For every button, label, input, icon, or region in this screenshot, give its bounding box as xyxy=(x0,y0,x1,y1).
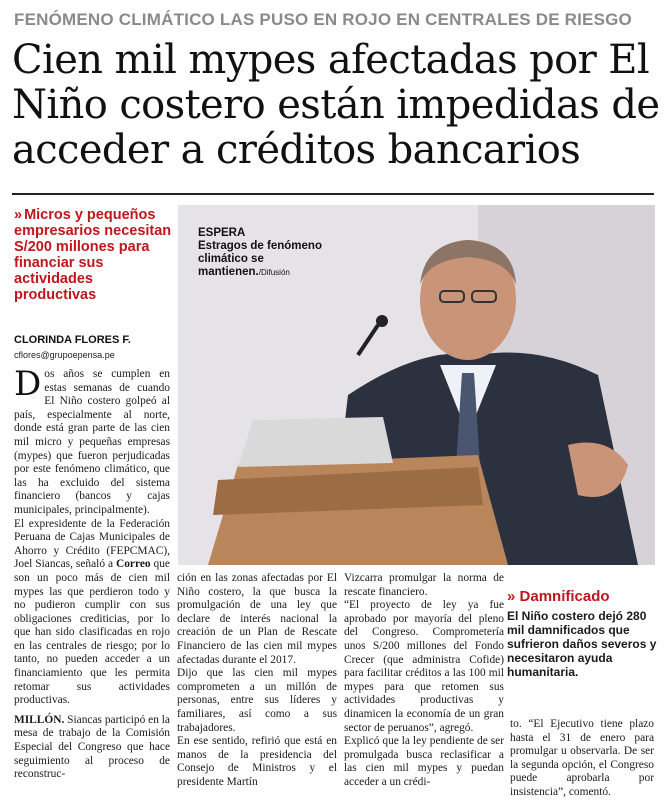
article-photo xyxy=(178,205,655,565)
article-column-3 xyxy=(344,572,504,790)
caption-label: ESPERA xyxy=(198,227,246,239)
caption-text xyxy=(198,240,338,279)
sidebox xyxy=(507,588,657,679)
col2-paragraph-2: Dijo que las cien mil mypes comprometen a un millón de personas, entre sus líderes y familiares, así como a sus trabajadores. xyxy=(177,667,337,734)
subhead xyxy=(14,207,174,303)
paragraph-2-post: que son un poco más de cien mil mypes las que perdieron todo y no pudieron cumplir con sus obligaciones crediticias, por lo que han sido clasificadas en rojo en las centrales de riesgo; por lo tanto, no pueden acceder a un financiamiento que les permita retomar sus actividades productivas. xyxy=(14,558,170,707)
article-column-4 xyxy=(510,718,654,800)
col3-paragraph-1: Vizcarra promulgar la norma de rescate financiero. xyxy=(344,572,504,598)
caption-text-body: Estragos de fenómeno climático se mantienen. xyxy=(198,240,322,278)
col4-paragraph-1: to. “El Ejecutivo tiene plazo hasta el 31 de enero para promulgar u observarla. De ser la segunda opción, el Congreso puede aprobarla por insistencia”, comentó. xyxy=(510,718,654,798)
dropcap: D xyxy=(14,364,42,404)
col2-paragraph-1: ción en las zonas afectadas por El Niño costero, la que busca la promulgación de una ley que declare de interés nacional la creación de un Plan de Rescate Financiero de las cien mil mypes afectadas durante el 2017. xyxy=(177,572,337,666)
byline: CLORINDA FLORES F. xyxy=(14,334,131,346)
paragraph-1-text: os años se cumplen en estas semanas de cuando El Niño costero golpeó al país, especialmente al norte, donde está gran parte de las cien mil micro y pequeñas empresas (mypes) que fueron perjudicadas por este fenómeno climático, que las ha excluido del sistema financiero (bancos y cajas municipales, principalmente). xyxy=(14,368,170,516)
sidebox-text: El Niño costero dejó 280 mil damnificados que sufrieron daños severos y necesitaron ayuda humanitaria. xyxy=(507,609,657,679)
author-email: cflores@grupoepensa.pe xyxy=(14,350,115,360)
paragraph-3-text: Siancas participó en la mesa de trabajo de la Comisión Especial del Congreso que hace seguimiento al proceso de reconstruc- xyxy=(14,713,170,781)
kicker: FENÓMENO CLIMÁTICO LAS PUSO EN ROJO EN CENTRALES DE RIESGO xyxy=(14,10,632,29)
paragraph-2 xyxy=(14,518,170,708)
headline: Cien mil mypes afectadas por El Niño costero están impedidas de acceder a créditos bancarios xyxy=(12,37,660,173)
sidebox-title xyxy=(507,588,657,605)
paragraph-2-pre: El expresidente de la Federación Peruana de Cajas Municipales de Ahorro y Crédito (FEPCMAC), Joel Siancas, señaló a xyxy=(14,517,170,571)
paragraph-3-bold: MILLÓN. xyxy=(14,713,65,726)
subhead-marker: » xyxy=(14,207,23,223)
article-column-2 xyxy=(177,572,337,790)
photo-credit: /Difusión xyxy=(258,268,290,277)
sidebox-marker: » xyxy=(507,588,516,605)
col3-paragraph-2: “El proyecto de ley ya fue aprobado por mayoría del pleno del Congreso. Comprometería unos S/200 millones del Fondo Crecer (que administra Cofide) para facilitar créditos a las 100 mil mypes para que retomen sus actividades productivas y dinamicen la economía de un gran sector de peruanos”, agregó. xyxy=(344,599,504,734)
paragraph-3 xyxy=(14,714,170,782)
paragraph-2-bold: Correo xyxy=(116,558,151,571)
col2-paragraph-3: En ese sentido, refirió que está en manos de la presidencia del Consejo de Ministros y el presidente Martín xyxy=(177,735,337,788)
col3-paragraph-3: Explicó que la ley pendiente de ser promulgada busca reclasificar a las cien mil mypes y puedan acceder a un crédi- xyxy=(344,735,504,788)
headline-rule xyxy=(12,193,654,195)
sidebox-title-text: Damnificado xyxy=(519,588,610,605)
photo-caption xyxy=(198,227,338,279)
subhead-text: Micros y pequeños empresarios necesitan S/200 millones para financiar sus actividades productivas xyxy=(14,207,172,303)
article-column-1 xyxy=(14,364,170,782)
paragraph-1 xyxy=(14,364,170,518)
